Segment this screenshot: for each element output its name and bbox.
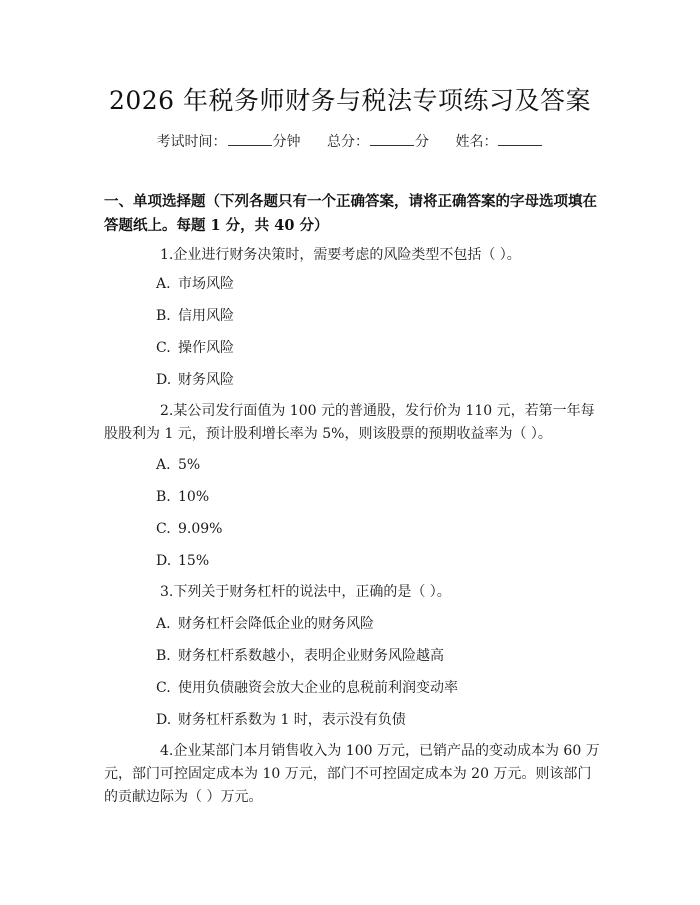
exam-time-label: 考试时间： bbox=[156, 134, 227, 150]
option-text: 5% bbox=[178, 457, 201, 473]
section-heading: 一、单项选择题（下列各题只有一个正确答案，请将正确答案的字母选项填在答题纸上。每题 1 分，共 40 分） bbox=[104, 193, 597, 234]
option-letter: B. bbox=[156, 648, 171, 664]
option-text: 10% bbox=[178, 489, 210, 505]
option-letter: A. bbox=[156, 276, 171, 292]
question-text: 下列关于财务杠杆的说法中，正确的是（ ）。 bbox=[173, 584, 451, 600]
option-item bbox=[156, 338, 234, 358]
option-letter: B. bbox=[156, 308, 171, 324]
option-letter: B. bbox=[156, 489, 171, 505]
question-text: 企业进行财务决策时，需要考虑的风险类型不包括（ ）。 bbox=[173, 247, 521, 263]
option-item bbox=[156, 551, 209, 571]
option-letter: C. bbox=[156, 521, 171, 537]
option-letter: C. bbox=[156, 340, 171, 356]
exam-time-unit: 分钟 bbox=[272, 134, 301, 150]
question-stem bbox=[104, 400, 604, 446]
option-text: 财务杠杆系数越小，表明企业财务风险越高 bbox=[178, 648, 444, 664]
option-text: 15% bbox=[178, 553, 210, 569]
option-letter: C. bbox=[156, 680, 171, 696]
question-stem bbox=[104, 244, 604, 267]
option-item bbox=[156, 519, 222, 539]
question-number: 1. bbox=[160, 247, 174, 263]
option-item bbox=[156, 306, 234, 326]
name-field bbox=[455, 131, 543, 152]
option-item bbox=[156, 614, 374, 634]
question-number: 3. bbox=[160, 584, 174, 600]
name-label: 姓名： bbox=[455, 134, 498, 150]
name-blank bbox=[498, 131, 542, 146]
question-number: 4. bbox=[160, 743, 174, 759]
option-text: 财务风险 bbox=[178, 372, 234, 388]
total-score-label: 总分： bbox=[327, 134, 369, 150]
option-text: 使用负债融资会放大企业的息税前利润变动率 bbox=[178, 680, 458, 696]
option-item bbox=[156, 710, 406, 730]
exam-time-blank bbox=[228, 131, 272, 146]
total-score-unit: 分 bbox=[415, 134, 429, 150]
option-letter: D. bbox=[156, 712, 172, 728]
option-item bbox=[156, 487, 209, 507]
exam-time-field bbox=[157, 131, 301, 152]
exam-info-line bbox=[0, 131, 700, 152]
question-text: 某公司发行面值为 100 元的普通股，发行价为 110 元，若第一年每股股利为 1 元，预计股利增长率为 5%，则该股票的预期收益率为（ ）。 bbox=[104, 403, 595, 442]
total-score-blank bbox=[370, 131, 414, 146]
option-text: 信用风险 bbox=[178, 308, 234, 324]
option-item bbox=[156, 370, 234, 390]
question-stem bbox=[104, 581, 604, 604]
question-stem bbox=[104, 740, 604, 809]
option-text: 操作风险 bbox=[178, 340, 234, 356]
option-letter: D. bbox=[156, 553, 172, 569]
option-item bbox=[156, 646, 444, 666]
option-text: 财务杠杆会降低企业的财务风险 bbox=[178, 616, 374, 632]
option-item bbox=[156, 455, 200, 475]
question-text: 企业某部门本月销售收入为 100 万元，已销产品的变动成本为 60 万元，部门可控固定成本为 10 万元，部门不可控固定成本为 20 万元。则该部门的贡献边际为（ ）万元。 bbox=[104, 743, 600, 805]
option-letter: A. bbox=[156, 616, 171, 632]
option-text: 市场风险 bbox=[178, 276, 234, 292]
total-score-field bbox=[327, 131, 429, 152]
question-number: 2. bbox=[160, 403, 174, 419]
option-item bbox=[156, 274, 234, 294]
option-letter: D. bbox=[156, 372, 172, 388]
page-title: 2026 年税务师财务与税法专项练习及答案 bbox=[108, 86, 592, 115]
option-item bbox=[156, 678, 458, 698]
option-text: 财务杠杆系数为 1 时，表示没有负债 bbox=[178, 712, 406, 728]
option-letter: A. bbox=[156, 457, 171, 473]
option-text: 9.09% bbox=[178, 521, 223, 537]
